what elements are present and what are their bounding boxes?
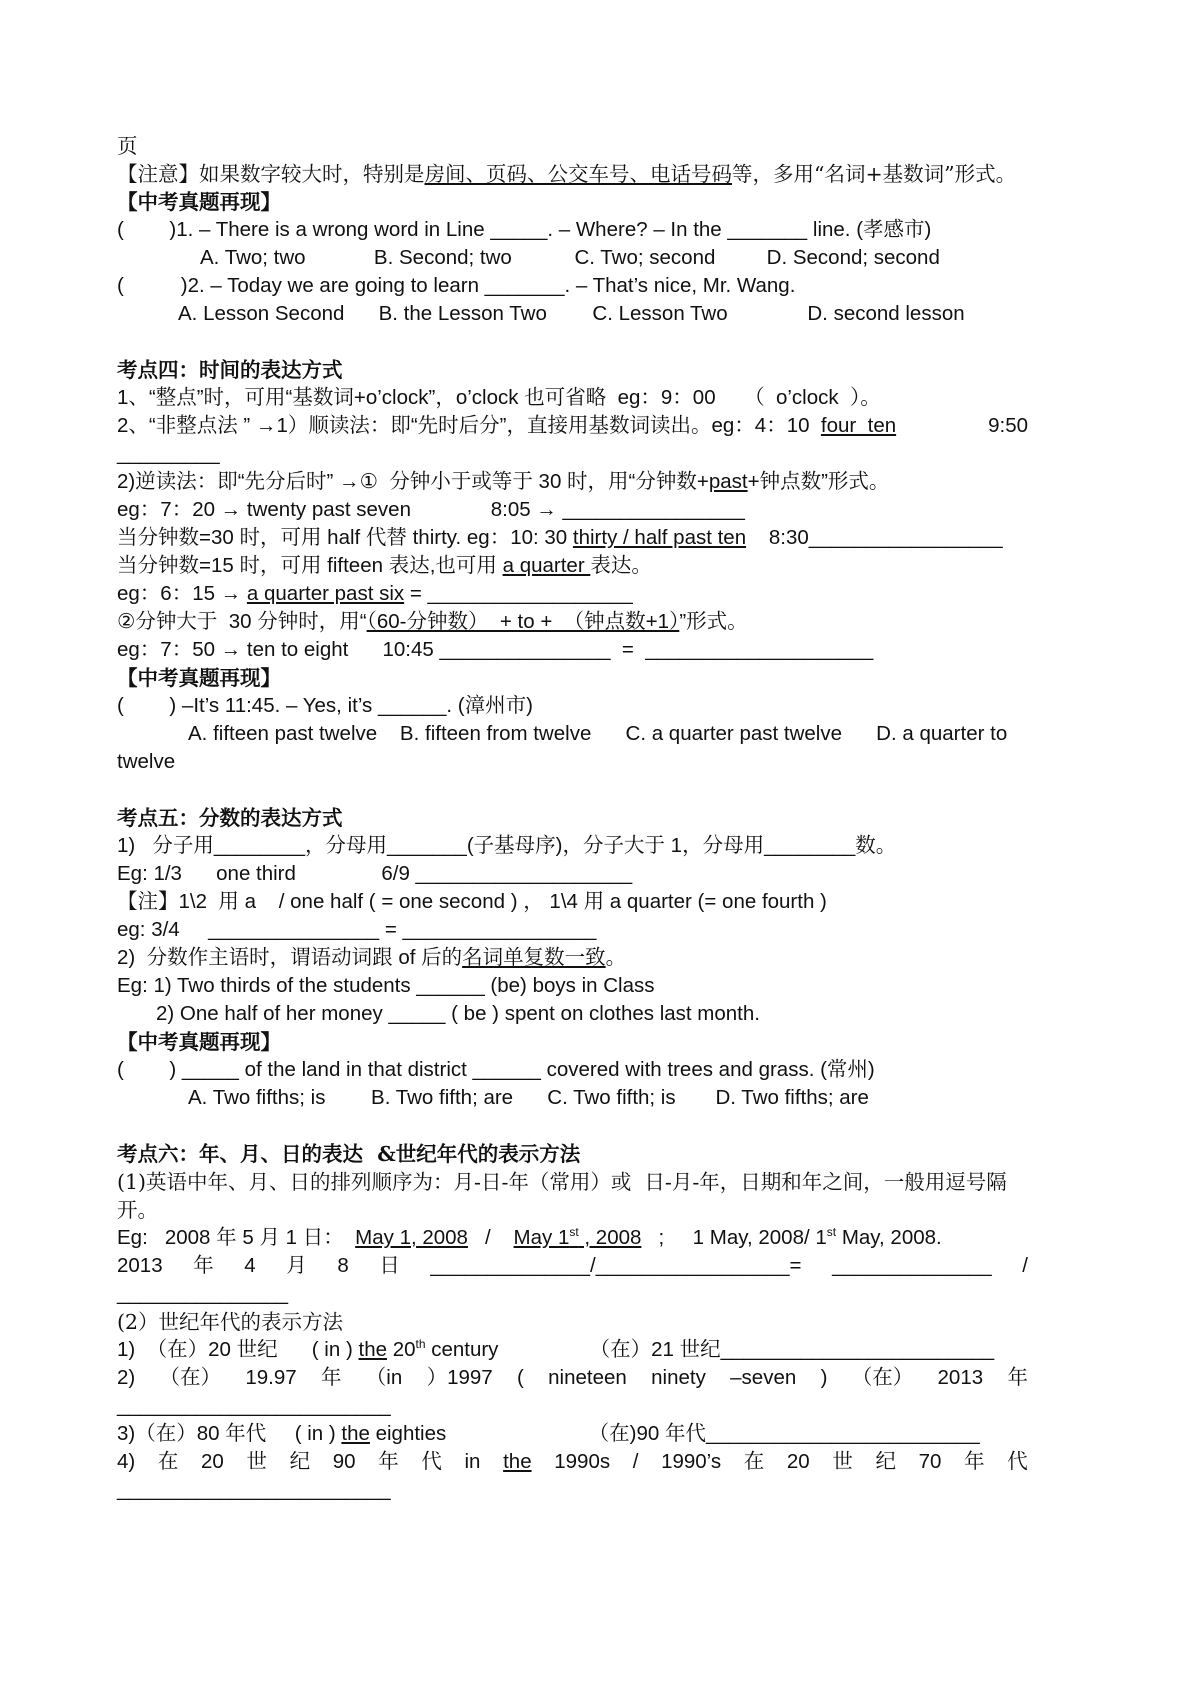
example-line: eg：7：20 → twenty past seven 8:05 → ________________: [117, 498, 745, 521]
rule-line-cont: 开。: [117, 1198, 158, 1222]
ordinal-suffix: st: [826, 1225, 837, 1240]
example-text: eighties （在)90 年代________________________: [369, 1422, 980, 1445]
section-heading-exam: 【中考真题再现】: [117, 190, 281, 214]
word: 70: [918, 1450, 942, 1473]
date-format-2: [514, 1226, 642, 1249]
article-the: the: [503, 1450, 532, 1473]
example-line: [117, 1336, 1028, 1364]
word: nineteen: [548, 1366, 627, 1389]
example-text: 20: [387, 1338, 416, 1361]
exercise-date-line: [117, 1252, 1028, 1280]
question-1: ( )1. – There is a wrong word in Line _____. – Where? – In the _______ line. (孝感市): [117, 218, 932, 241]
word: 2): [117, 1366, 136, 1389]
date-format-1: May 1, 2008: [355, 1226, 468, 1249]
date-word: 8: [337, 1254, 349, 1277]
rule-line: 1、“整点”时，可用“基数词+o’clock”，o’clock 也可省略 eg：9：00 （ o’clock ）。: [117, 386, 881, 409]
word: （在）: [159, 1366, 222, 1389]
article-the: the: [341, 1422, 370, 1445]
section-heading-6: 考点六：年、月、日的表达 &世纪年代的表示方法: [117, 1142, 581, 1166]
question-4: ( ) _____ of the land in that district ______ covered with trees and grass. (常州): [117, 1058, 875, 1081]
word: 90: [332, 1450, 356, 1473]
date-word: 年: [193, 1254, 214, 1277]
note-text: 【注意】如果数字较大时，特别是: [117, 162, 425, 186]
example-line-year: [117, 1364, 1028, 1392]
date-word: 2013: [117, 1254, 163, 1277]
rule-line: [117, 412, 1028, 440]
word: 1990’s: [661, 1450, 722, 1473]
date-word: 月: [286, 1254, 307, 1277]
date-separator: /: [1022, 1254, 1028, 1277]
word: /: [632, 1450, 639, 1473]
example-text: Eg: 2008 年 5 月 1 日：: [117, 1226, 356, 1249]
section-heading-exam: 【中考真题再现】: [117, 1030, 281, 1054]
word: 世: [832, 1450, 853, 1473]
question-1-options: A. Two; two B. Second; two C. Two; second D. Second; second: [200, 246, 940, 269]
example-line: [117, 1224, 1028, 1252]
word: 4): [117, 1450, 136, 1473]
rule-line: [117, 524, 1028, 552]
section-heading-4: 考点四：时间的表达方式: [117, 358, 343, 382]
word: 1990s: [554, 1450, 611, 1473]
separator: /: [467, 1226, 514, 1249]
subsection-heading: (2）世纪年代的表示方法: [117, 1310, 344, 1334]
word: ninety: [651, 1366, 706, 1389]
word: （in: [365, 1366, 403, 1389]
word: 年: [378, 1450, 399, 1473]
blank-line: ________________________: [117, 1394, 391, 1417]
date-blanks: ______________/_________________=: [430, 1254, 802, 1277]
word: 19.97: [245, 1366, 297, 1389]
word: 代: [421, 1450, 442, 1473]
rule-keyword: a quarter: [502, 554, 591, 577]
word: （在）: [851, 1366, 914, 1389]
word: in: [464, 1450, 481, 1473]
note-line: [117, 160, 1028, 188]
example-time: 9:50: [988, 414, 1028, 437]
word: 年: [320, 1366, 342, 1389]
question-4-options: A. Two fifths; is B. Two fifth; are C. Two fifth; is D. Two fifths; are: [188, 1086, 869, 1109]
page-fragment: 页: [117, 134, 138, 158]
rule-line: [117, 608, 1028, 636]
rule-text: 2) 分数作主语时，谓语动词跟 of 后的: [117, 946, 463, 969]
date-part: May 1: [513, 1226, 570, 1249]
date-word: 4: [244, 1254, 256, 1277]
example-text: May, 2008.: [836, 1226, 942, 1249]
example-line: Eg: 1/3 one third 6/9 ___________________: [117, 862, 633, 885]
rule-text-end: +钟点数”形式。: [747, 470, 890, 493]
blank-line: _______________: [117, 1282, 289, 1305]
question-2: ( )2. – Today we are going to learn _______. – That’s nice, Mr. Wang.: [117, 274, 796, 297]
rule-line: (1)英语中年、月、日的排列顺序为：月-日-年（常用）或 日-月-年，日期和年之间，一般用逗号隔: [117, 1170, 1007, 1194]
rule-line: 1) 分子用________，分母用_______(子基母序)，分子大于 1，分母用________数。: [117, 834, 897, 857]
note-text-end: 等，多用“名词+基数词”形式。: [732, 162, 1017, 186]
word: 年: [1007, 1366, 1028, 1389]
example-line: [117, 1420, 1028, 1448]
example-line: eg: 3/4 _______________ = _________________: [117, 918, 597, 941]
example-line: [117, 580, 1028, 608]
example-text: century （在）21 世纪________________________: [425, 1338, 995, 1361]
ordinal-suffix: th: [415, 1337, 426, 1352]
note-line: 【注】1\2 用 a / one half ( = one second ) ， 1\4 用 a quarter (= one fourth ): [117, 890, 827, 913]
rule-text: 2)逆读法：即“先分后时” →① 分钟小于或等于 30 时，用“分钟数+: [117, 470, 709, 493]
example-text: eg：6：15 →: [117, 582, 247, 605]
date-word: 日: [379, 1254, 400, 1277]
rule-text: ②分钟大于 30 分钟时，用“: [117, 610, 367, 633]
example-line: 2) One half of her money _____ ( be ) spent on clothes last month.: [156, 1002, 760, 1025]
note-underlined: 房间、页码、公交车号、电话号码: [424, 162, 732, 186]
word: 20: [786, 1450, 810, 1473]
date-part: , 2008: [578, 1226, 642, 1249]
article-the: the: [358, 1338, 387, 1361]
example-answer: thirty / half past ten: [572, 526, 747, 549]
word: –seven: [730, 1366, 797, 1389]
word: 20: [201, 1450, 224, 1473]
rule-text-end: 。: [605, 946, 627, 969]
word: 在: [157, 1450, 179, 1473]
rule-text: 当分钟数=30 时，可用 half 代替 thirty. eg：10: 30: [117, 526, 573, 549]
rule-text-end: ”形式。: [679, 610, 748, 633]
word: 在: [743, 1450, 765, 1473]
example-line-decade: [117, 1448, 1028, 1476]
word: 代: [1007, 1450, 1028, 1473]
rule-line: [117, 944, 1028, 972]
word: 纪: [875, 1450, 896, 1473]
example-text: 3)（在）80 年代 ( in ): [117, 1422, 342, 1445]
word: ): [820, 1366, 828, 1389]
section-heading-5: 考点五：分数的表达方式: [117, 806, 343, 830]
question-2-options: A. Lesson Second B. the Lesson Two C. Lesson Two D. second lesson: [178, 302, 965, 325]
blank-line: ________________________: [117, 1478, 391, 1501]
example-blank: 8:30_________________: [746, 526, 1003, 549]
example-answer: four ten: [820, 414, 897, 437]
rule-line: [117, 468, 1028, 496]
example-text: 1) （在）20 世纪 ( in ): [117, 1338, 359, 1361]
rule-text: 2、“非整点法 ” →1）顺读法：即“先时后分”，直接用基数词读出。eg：4：10: [117, 414, 821, 437]
rule-keyword: 名词单复数一致: [462, 946, 606, 969]
word: 2013: [937, 1366, 984, 1389]
ordinal-suffix: st: [569, 1225, 579, 1240]
word: 年: [964, 1450, 985, 1473]
rule-line: [117, 552, 1028, 580]
question-3-options: A. fifteen past twelve B. fifteen from twelve C. a quarter past twelve D. a quarter to: [188, 722, 1008, 745]
question-3-options-cont: twelve: [117, 750, 176, 773]
example-text: ; 1 May, 2008/ 1: [641, 1226, 827, 1249]
blank-line: _________: [117, 442, 220, 465]
example-line: eg：7：50 → ten to eight 10:45 _______________ = ____________________: [117, 638, 874, 661]
example-blank: = __________________: [404, 582, 633, 605]
rule-text-end: 表达。: [590, 554, 652, 577]
question-3: ( ) –It’s 11:45. – Yes, it’s ______. (漳州市): [117, 694, 533, 717]
example-line: Eg: 1) Two thirds of the students ______ (be) boys in Class: [117, 974, 655, 997]
section-heading-exam: 【中考真题再现】: [117, 666, 281, 690]
word: ）1997: [426, 1366, 493, 1389]
date-blank: ______________: [832, 1254, 992, 1277]
example-answer: a quarter past six: [246, 582, 405, 605]
rule-text: 当分钟数=15 时，可用 fifteen 表达,也可用: [117, 554, 503, 577]
word: (: [517, 1366, 524, 1389]
word: 纪: [289, 1450, 311, 1473]
rule-formula: （60-分钟数） + to + （钟点数+1）: [366, 610, 680, 633]
rule-keyword: past: [708, 470, 748, 493]
word: 世: [246, 1450, 267, 1473]
